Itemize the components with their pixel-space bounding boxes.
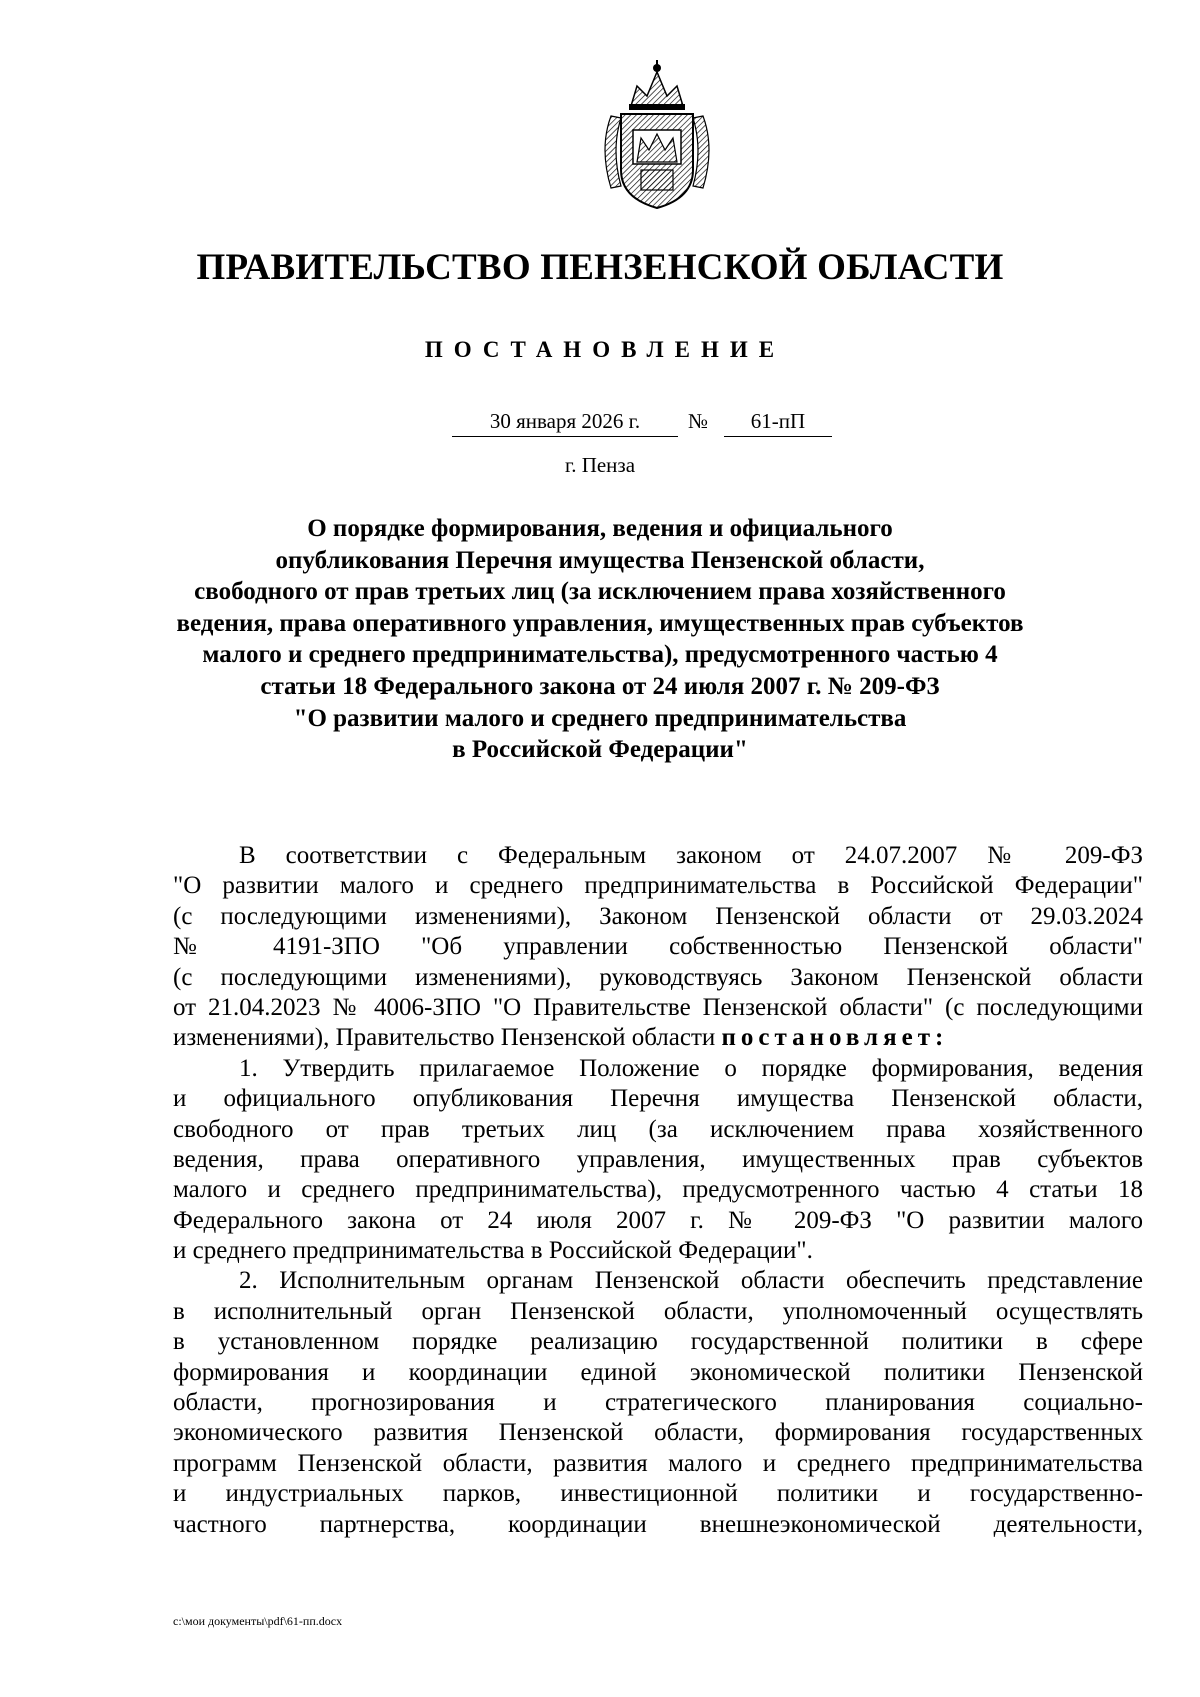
body-line: 1. Утвердить прилагаемое Положение о порядке формирования, ведения	[239, 1054, 1143, 1082]
city: г. Пенза	[564, 453, 636, 477]
body-line: (с последующими изменениями), Законом Пензенской области от 29.03.2024	[173, 902, 1143, 930]
decree-body	[173, 841, 1143, 1540]
item-2-paragraph	[173, 1266, 1143, 1540]
subject-line: малого и среднего предпринимательства), предусмотренного частью 4	[202, 641, 998, 669]
decree-date: 30 января 2026 г.	[452, 409, 678, 437]
body-line: частного партнерства, координации внешнеэкономической деятельности,	[173, 1510, 1143, 1538]
preamble-last-text: изменениями), Правительство Пензенской области	[173, 1024, 722, 1052]
decree-number: 61-пП	[724, 409, 832, 437]
resolution-verb: постановляет:	[721, 1024, 949, 1052]
body-line: в установленном порядке реализацию государственной политики в сфере	[173, 1328, 1143, 1356]
item-1-paragraph	[173, 1054, 1143, 1267]
body-line: формирования и координации единой экономической политики Пензенской	[173, 1358, 1143, 1386]
body-line: и официального опубликования Перечня имущества Пензенской области,	[173, 1085, 1143, 1113]
document-type: ПОСТАНОВЛЕНИЕ	[424, 337, 786, 362]
body-line: в исполнительный орган Пензенской области, уполномоченный осуществлять	[173, 1297, 1143, 1325]
decree-subject	[150, 513, 1050, 766]
body-line: ведения, права оперативного управления, имущественных прав субъектов	[173, 1145, 1143, 1173]
body-line: области, прогнозирования и стратегического планирования социально-	[173, 1389, 1143, 1417]
government-title: ПРАВИТЕЛЬСТВО ПЕНЗЕНСКОЙ ОБЛАСТИ	[196, 247, 1004, 288]
subject-line: свободного от прав третьих лиц (за исключением права хозяйственного	[194, 578, 1006, 606]
subject-line: опубликования Перечня имущества Пензенской области,	[275, 546, 925, 574]
body-line: экономического развития Пензенской области, формирования государственных	[173, 1419, 1143, 1447]
body-line: В соответствии с Федеральным законом от 24.07.2007 № 209-ФЗ	[239, 842, 1143, 869]
body-line: № 4191-ЗПО "Об управлении собственностью Пензенской области"	[173, 933, 1143, 961]
body-line: 2. Исполнительным органам Пензенской области обеспечить представление	[239, 1267, 1143, 1295]
body-line: Федерального закона от 24 июля 2007 г. № 209-ФЗ "О развитии малого	[173, 1206, 1143, 1234]
subject-line: "О развитии малого и среднего предпринимательства	[293, 704, 907, 732]
body-line: "О развитии малого и среднего предпринимательства в Российской Федерации"	[173, 872, 1143, 900]
body-line: от 21.04.2023 № 4006-ЗПО "О Правительстве Пензенской области" (с последующими	[173, 993, 1143, 1021]
number-sign: №	[688, 409, 709, 433]
body-line: и индустриальных парков, инвестиционной политики и государственно-	[173, 1480, 1143, 1508]
body-line: свободного от прав третьих лиц (за исключением права хозяйственного	[173, 1115, 1143, 1143]
body-line-last: и среднего предпринимательства в Российской Федерации".	[173, 1237, 813, 1265]
subject-line: в Российской Федерации"	[452, 736, 748, 764]
file-path-footer: c:\мои документы\pdf\61-пп.docx	[173, 1614, 343, 1628]
preamble-paragraph	[173, 841, 1143, 1054]
body-line: малого и среднего предпринимательства), предусмотренного частью 4 статьи 18	[173, 1176, 1143, 1204]
coat-of-arms-icon	[591, 58, 724, 214]
body-line: (с последующими изменениями), руководствуясь Законом Пензенской области	[173, 963, 1143, 991]
subject-line: О порядке формирования, ведения и официального	[307, 515, 893, 542]
body-line-last	[173, 1023, 1143, 1053]
subject-line: ведения, права оперативного управления, имущественных прав субъектов	[176, 609, 1024, 637]
subject-line: статьи 18 Федерального закона от 24 июля 2007 г. № 209-ФЗ	[260, 672, 940, 700]
body-line: программ Пензенской области, развития малого и среднего предпринимательства	[173, 1449, 1143, 1477]
